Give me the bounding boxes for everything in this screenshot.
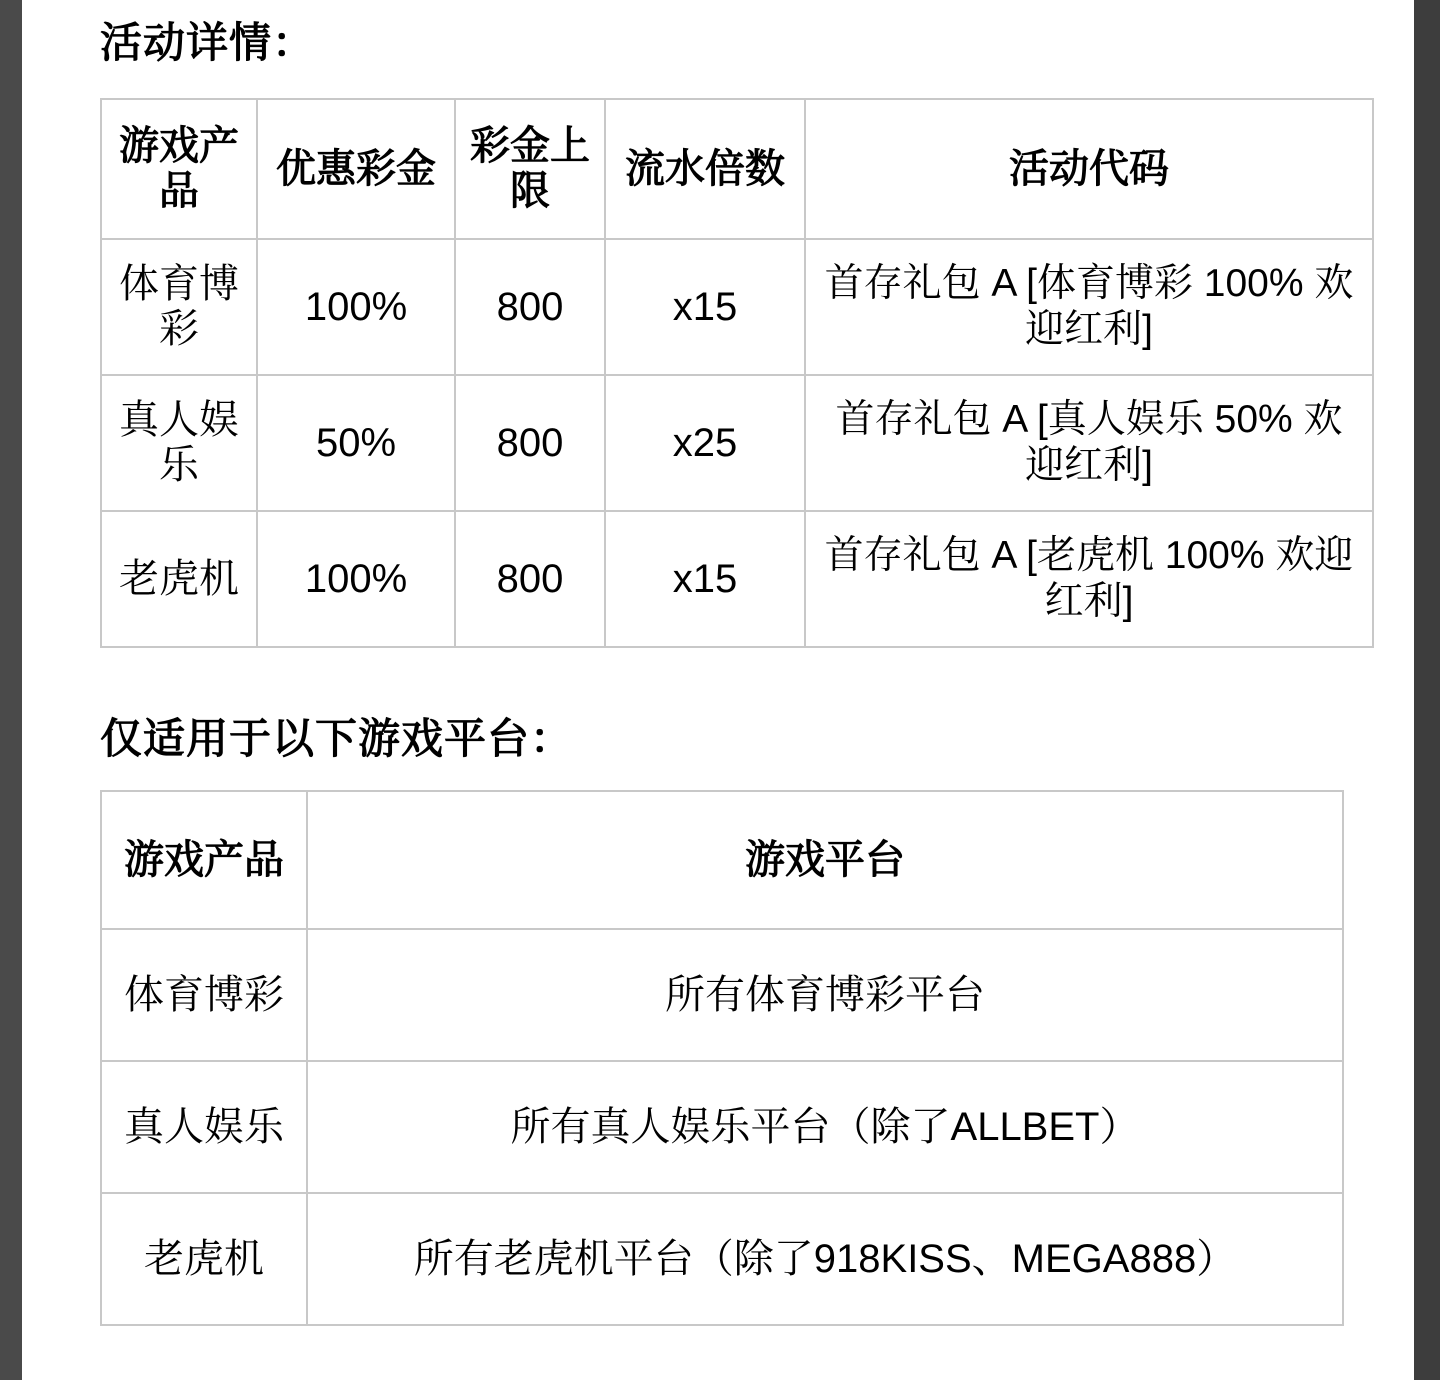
cell-cap: 800 — [455, 511, 605, 647]
cell-platform: 所有体育博彩平台 — [307, 929, 1343, 1061]
table-row — [101, 375, 1373, 511]
cell-rollover: x15 — [605, 239, 805, 375]
cell-code: 首存礼包 A [真人娱乐 50% 欢迎红利] — [805, 375, 1373, 511]
table-header-row — [101, 99, 1373, 239]
table-header-row — [101, 791, 1343, 929]
document-content — [22, 0, 1414, 1380]
cell-cap: 800 — [455, 375, 605, 511]
column-header-bonus: 优惠彩金 — [257, 99, 455, 239]
column-header-product: 游戏产品 — [101, 99, 257, 239]
activity-details-table — [100, 98, 1374, 648]
page-right-margin — [1414, 0, 1440, 1380]
cell-rollover: x15 — [605, 511, 805, 647]
table-row — [101, 1193, 1343, 1325]
cell-product: 真人娱乐 — [101, 375, 257, 511]
cell-platform: 所有老虎机平台（除了918KISS、MEGA888） — [307, 1193, 1343, 1325]
cell-cap: 800 — [455, 239, 605, 375]
cell-product: 体育博彩 — [101, 929, 307, 1061]
cell-bonus: 100% — [257, 239, 455, 375]
cell-rollover: x25 — [605, 375, 805, 511]
section-heading-applicable-platforms: 仅适用于以下游戏平台： — [100, 715, 574, 762]
cell-code: 首存礼包 A [体育博彩 100% 欢迎红利] — [805, 239, 1373, 375]
table-row — [101, 1061, 1343, 1193]
cell-bonus: 100% — [257, 511, 455, 647]
column-header-product: 游戏产品 — [101, 791, 307, 929]
cell-product: 老虎机 — [101, 511, 257, 647]
column-header-code: 活动代码 — [805, 99, 1373, 239]
section-heading-activity-details: 活动详情： — [100, 19, 316, 66]
column-header-platform: 游戏平台 — [307, 791, 1343, 929]
table-row — [101, 511, 1373, 647]
cell-product: 真人娱乐 — [101, 1061, 307, 1193]
column-header-rollover: 流水倍数 — [605, 99, 805, 239]
cell-code: 首存礼包 A [老虎机 100% 欢迎红利] — [805, 511, 1373, 647]
cell-bonus: 50% — [257, 375, 455, 511]
table-row — [101, 929, 1343, 1061]
cell-product: 老虎机 — [101, 1193, 307, 1325]
page-left-margin — [0, 0, 22, 1380]
column-header-cap: 彩金上限 — [455, 99, 605, 239]
cell-product: 体育博彩 — [101, 239, 257, 375]
game-platforms-table — [100, 790, 1344, 1326]
cell-platform: 所有真人娱乐平台（除了ALLBET） — [307, 1061, 1343, 1193]
table-row — [101, 239, 1373, 375]
